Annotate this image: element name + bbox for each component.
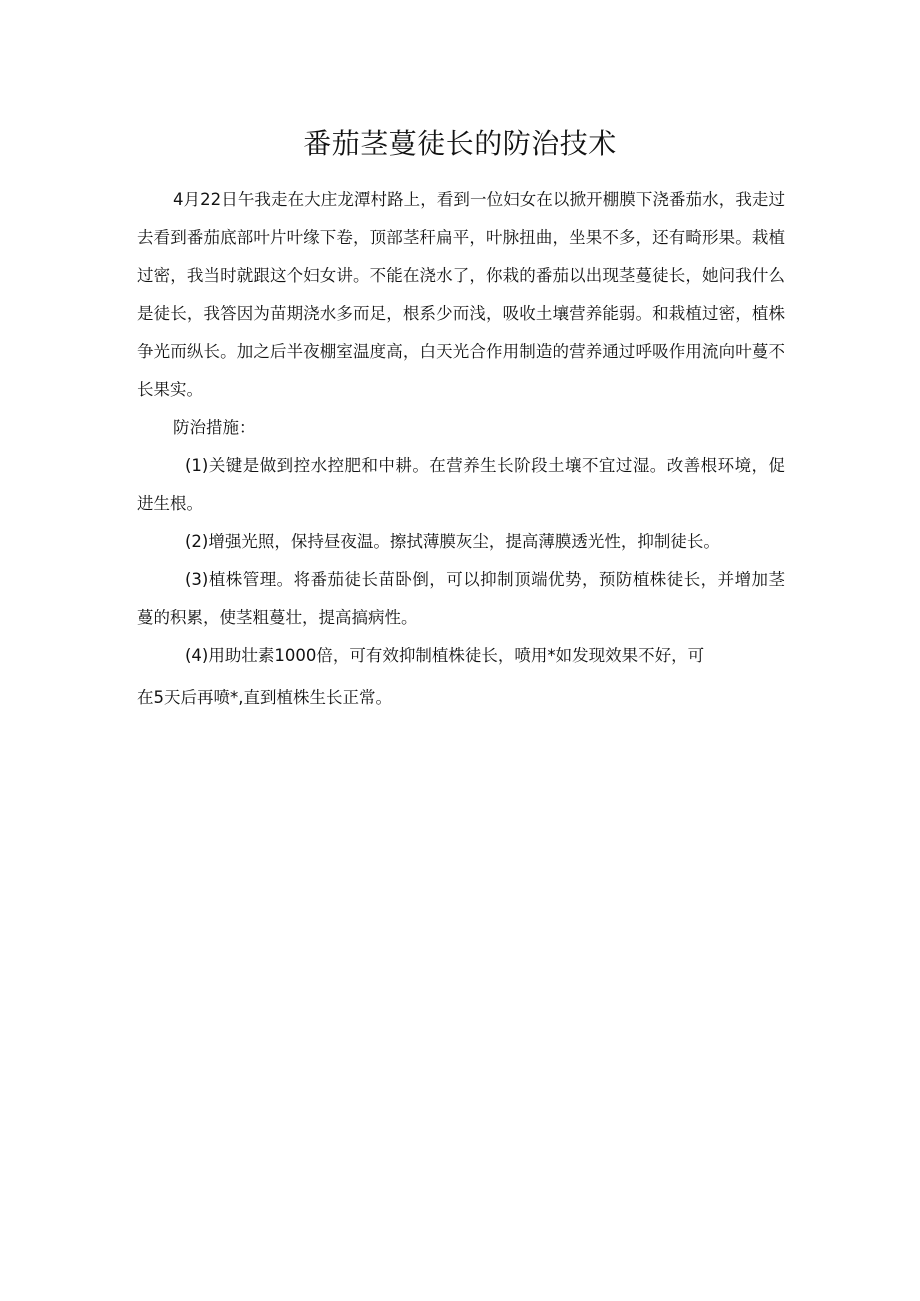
document-title: 番茄茎蔓徒长的防治技术 (303, 127, 617, 160)
paragraph-measures-heading: 防治措施： (173, 418, 256, 437)
paragraph-measure-2: (2)增强光照，保持昼夜温。擦拭薄膜灰尘，提高薄膜透光性，抑制徒长。 (185, 532, 720, 551)
paragraph-measure-1: (1)关键是做到控水控肥和中耕。在营养生长阶段土壤不宜过湿。改善根环境，促进生根。 (137, 456, 785, 513)
paragraph-measure-3: (3)植株管理。将番茄徒长苗卧倒，可以抑制顶端优势，预防植株徒长，并增加茎蔓的积累，使茎粗蔓壮，提高搞病性。 (137, 570, 785, 627)
paragraph-measure-4: (4)用助壮素1000倍，可有效抑制植株徒长，喷用*如发现效果不好，可 (185, 646, 705, 665)
paragraph-measure-4-continued: 在5天后再喷*,直到植株生长正常。 (137, 688, 392, 707)
paragraph-intro: 4月22日午我走在大庄龙潭村路上，看到一位妇女在以掀开棚膜下浇番茄水，我走过去看到番茄底部叶片叶缘下卷，顶部茎秆扁平，叶脉扭曲，坐果不多，还有畸形果。栽植过密，我当时就跟这个妇女讲。不能在浇水了，你栽的番茄以出现茎蔓徒长，她问我什么是徒长，我答因为苗期浇水多而足，根系少而浅，吸收土壤营养能弱。和栽植过密，植株争光而纵长。加之后半夜棚室温度高，白天光合作用制造的营养通过呼吸作用流向叶蔓不长果实。 (137, 190, 785, 399)
